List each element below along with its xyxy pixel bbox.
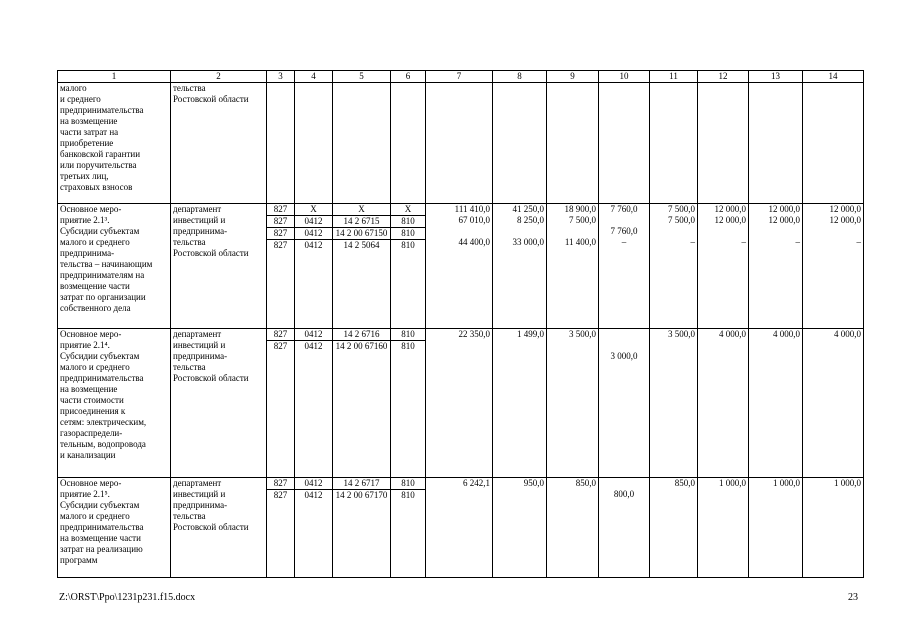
- cell-line: 1 000,0: [773, 478, 800, 488]
- cell-line: присоединения к: [60, 406, 126, 416]
- cell-line: 6 242,1: [463, 478, 490, 488]
- cell-line: тельства: [173, 237, 206, 247]
- cell-line: программ: [60, 555, 98, 565]
- column-header-4: 4: [295, 71, 333, 83]
- cell-line: 41 250,0: [512, 204, 544, 214]
- table-cell-col-13: [749, 204, 803, 329]
- cell-line: малого и среднего: [60, 237, 130, 247]
- cell-line: предпринимательства: [60, 373, 144, 383]
- budget-table: [57, 70, 864, 578]
- cell-line: инвестиций и: [173, 340, 226, 350]
- cell-line: 800,0: [613, 489, 635, 499]
- cell-line: тельства: [173, 83, 206, 93]
- cell-line: 22 350,0: [458, 329, 490, 339]
- cell-line: 7 500,0: [668, 215, 695, 225]
- table-row: [58, 83, 864, 204]
- cell-line: на возмещение: [60, 384, 118, 394]
- table-cell-col-5: [333, 204, 391, 329]
- cell-line: 4 000,0: [719, 329, 746, 339]
- cell-line: Субсидии субъектам: [60, 500, 140, 510]
- table-cell-col-3: [267, 478, 295, 578]
- cell-line: страховых взносов: [60, 182, 133, 192]
- table-cell-col-2: [171, 329, 267, 478]
- cell-line: Основное меро-: [60, 204, 122, 214]
- cell-line: 950,0: [523, 478, 544, 488]
- cell-line: [601, 215, 647, 226]
- cell-line: Основное меро-: [60, 478, 122, 488]
- cell-line: 18 900,0: [564, 204, 596, 214]
- cell-line: 827: [267, 228, 294, 240]
- column-header-11: 11: [650, 71, 698, 83]
- table-cell-col-12: [698, 478, 749, 578]
- table-cell-col-6: [391, 204, 426, 329]
- table-cell-col-14: [803, 478, 864, 578]
- cell-line: 0412: [295, 228, 332, 240]
- table-cell-col-9: [547, 83, 599, 204]
- cell-line: 12 000,0: [768, 215, 800, 225]
- table-cell-col-9: [547, 329, 599, 478]
- cell-line: части затрат на: [60, 127, 119, 137]
- cell-line: Субсидии субъектам: [60, 226, 140, 236]
- cell-line: или поручительства: [60, 160, 137, 170]
- cell-line: 8 250,0: [517, 215, 544, 225]
- column-header-13: 13: [749, 71, 803, 83]
- table-row: [58, 204, 864, 329]
- table-cell-col-4: [295, 329, 333, 478]
- table-cell-col-2: [171, 83, 267, 204]
- column-header-1: 1: [58, 71, 171, 83]
- cell-line: X: [333, 204, 390, 216]
- cell-line: 4 000,0: [834, 329, 861, 339]
- table-cell-col-1: [58, 204, 171, 329]
- cell-line: 827: [267, 216, 294, 228]
- table-cell-col-2: [171, 204, 267, 329]
- cell-line: Субсидии субъектам: [60, 351, 140, 361]
- table-cell-col-4: [295, 204, 333, 329]
- cell-line: тельства: [173, 362, 206, 372]
- cell-line: тельства: [173, 511, 206, 521]
- cell-line: 111 410,0: [454, 204, 490, 214]
- cell-line: 827: [267, 204, 294, 216]
- cell-line: 827: [273, 240, 288, 250]
- cell-line: 12 000,0: [714, 204, 746, 214]
- cell-line: 4 000,0: [773, 329, 800, 339]
- table-row: [58, 478, 864, 578]
- table-cell-col-10: [599, 204, 650, 329]
- file-path: Z:\ORST\Ppo\1231p231.f15.docx: [59, 592, 196, 603]
- cell-line: тельства – начинающим: [60, 259, 153, 269]
- cell-line: 810: [401, 240, 415, 250]
- table-cell-col-11: [650, 83, 698, 204]
- cell-line: 14 2 6715: [333, 216, 390, 228]
- cell-line: предпринима-: [173, 226, 228, 236]
- cell-line: приятие 2.1⁵.: [60, 489, 110, 499]
- cell-line: 810: [391, 216, 425, 228]
- cell-line: 810: [391, 329, 425, 341]
- cell-line: и канализации: [60, 450, 116, 460]
- cell-line: 44 400,0: [458, 237, 490, 247]
- column-header-3: 3: [267, 71, 295, 83]
- cell-line: 0412: [304, 490, 323, 500]
- cell-line: собственного дела: [60, 303, 131, 313]
- cell-line: предпринимательства: [60, 105, 144, 115]
- table-cell-col-5: [333, 478, 391, 578]
- table-cell-col-3: [267, 204, 295, 329]
- cell-line: [549, 226, 596, 237]
- cell-line: [751, 226, 800, 237]
- cell-line: 12 000,0: [714, 215, 746, 225]
- cell-line: 12 000,0: [829, 204, 861, 214]
- cell-line: 850,0: [674, 478, 695, 488]
- cell-line: 810: [401, 341, 415, 351]
- cell-line: 7 500,0: [668, 204, 695, 214]
- table-row: [58, 329, 864, 478]
- table-cell-col-1: [58, 329, 171, 478]
- column-header-14: 14: [803, 71, 864, 83]
- cell-line: [601, 340, 647, 351]
- cell-line: предпринима-: [173, 351, 228, 361]
- cell-line: на возмещение: [60, 116, 118, 126]
- cell-line: 14 2 00 67170: [335, 490, 388, 500]
- cell-line: 827: [273, 341, 288, 351]
- table-cell-col-4: [295, 83, 333, 204]
- cell-line: департамент: [173, 329, 222, 339]
- cell-line: 3 000,0: [610, 351, 638, 361]
- table-cell-col-2: [171, 478, 267, 578]
- table-cell-col-14: [803, 204, 864, 329]
- table-cell-col-10: [599, 478, 650, 578]
- cell-line: [700, 226, 746, 237]
- table-cell-col-3: [267, 83, 295, 204]
- cell-line: тельным, водопровода: [60, 439, 146, 449]
- cell-line: 3 500,0: [569, 329, 596, 339]
- cell-line: 14 2 6716: [333, 329, 390, 341]
- cell-line: части стоимости: [60, 395, 124, 405]
- cell-line: 33 000,0: [512, 237, 544, 247]
- cell-line: [601, 329, 647, 340]
- cell-line: 1 000,0: [719, 478, 746, 488]
- cell-line: сетям: электрическим,: [60, 417, 147, 427]
- cell-line: 1 499,0: [517, 329, 544, 339]
- cell-line: 1 000,0: [834, 478, 861, 488]
- cell-line: –: [741, 237, 746, 247]
- table-cell-col-7: [426, 478, 493, 578]
- table-cell-col-8: [493, 204, 547, 329]
- cell-line: малого: [60, 83, 87, 93]
- table-cell-col-12: [698, 204, 749, 329]
- cell-line: малого и среднего: [60, 362, 130, 372]
- cell-line: [805, 226, 861, 237]
- page-number: 23: [848, 592, 858, 603]
- cell-line: 827: [267, 329, 294, 341]
- column-header-5: 5: [333, 71, 391, 83]
- table-cell-col-1: [58, 478, 171, 578]
- table-cell-col-8: [493, 478, 547, 578]
- table-cell-col-9: [547, 478, 599, 578]
- table-cell-col-12: [698, 329, 749, 478]
- cell-line: 827: [267, 478, 294, 490]
- table-cell-col-1: [58, 83, 171, 204]
- cell-line: Ростовской области: [173, 373, 249, 383]
- cell-line: Ростовской области: [173, 522, 249, 532]
- cell-line: затрат по организации: [60, 292, 146, 302]
- cell-line: [428, 226, 490, 237]
- cell-line: инвестиций и: [173, 489, 226, 499]
- column-header-10: 10: [599, 71, 650, 83]
- cell-line: 850,0: [575, 478, 596, 488]
- column-header-2: 2: [171, 71, 267, 83]
- cell-line: 7 760,0: [610, 226, 638, 236]
- cell-line: газораспредели-: [60, 428, 123, 438]
- cell-line: –: [690, 237, 695, 247]
- table-cell-col-4: [295, 478, 333, 578]
- cell-line: департамент: [173, 478, 222, 488]
- column-header-8: 8: [493, 71, 547, 83]
- cell-line: 12 000,0: [768, 204, 800, 214]
- table-cell-col-10: [599, 329, 650, 478]
- cell-line: третьих лиц,: [60, 171, 109, 181]
- table-cell-col-9: [547, 204, 599, 329]
- table-cell-col-13: [749, 83, 803, 204]
- cell-line: –: [856, 237, 861, 247]
- cell-line: департамент: [173, 204, 222, 214]
- table-cell-col-7: [426, 329, 493, 478]
- cell-line: 827: [273, 490, 288, 500]
- cell-line: 810: [401, 490, 415, 500]
- cell-line: предпринимательства: [60, 522, 144, 532]
- cell-line: 0412: [295, 329, 332, 341]
- cell-line: предпринима-: [173, 500, 228, 510]
- column-header-9: 9: [547, 71, 599, 83]
- cell-line: приятие 2.1³.: [60, 215, 110, 225]
- cell-line: Ростовской области: [173, 248, 249, 258]
- cell-line: Основное меро-: [60, 329, 122, 339]
- cell-line: [601, 478, 647, 489]
- cell-line: затрат на реализацию: [60, 544, 143, 554]
- table-cell-col-5: [333, 83, 391, 204]
- cell-line: 11 400,0: [564, 237, 596, 247]
- cell-line: 14 2 00 67150: [333, 228, 390, 240]
- header-row: [58, 71, 864, 83]
- cell-line: предпринима-: [60, 248, 115, 258]
- cell-line: 12 000,0: [829, 215, 861, 225]
- cell-line: X: [391, 204, 425, 216]
- table-cell-col-13: [749, 478, 803, 578]
- cell-line: 0412: [295, 478, 332, 490]
- column-header-12: 12: [698, 71, 749, 83]
- cell-line: –: [795, 237, 800, 247]
- cell-line: –: [621, 237, 627, 247]
- cell-line: 7 760,0: [610, 204, 638, 214]
- cell-line: 0412: [304, 341, 323, 351]
- cell-line: 67 010,0: [458, 215, 490, 225]
- table-cell-col-7: [426, 83, 493, 204]
- cell-line: приятие 2.1⁴.: [60, 340, 110, 350]
- cell-line: 14 2 00 67160: [335, 341, 388, 351]
- table-cell-col-3: [267, 329, 295, 478]
- cell-line: [652, 226, 695, 237]
- cell-line: 3 500,0: [668, 329, 695, 339]
- cell-line: X: [295, 204, 332, 216]
- cell-line: 0412: [295, 216, 332, 228]
- table-cell-col-11: [650, 478, 698, 578]
- cell-line: приобретение: [60, 138, 114, 148]
- cell-line: предпринимателям на: [60, 270, 145, 280]
- cell-line: инвестиций и: [173, 215, 226, 225]
- cell-line: возмещение части: [60, 281, 130, 291]
- cell-line: банковской гарантии: [60, 149, 141, 159]
- table-cell-col-6: [391, 83, 426, 204]
- table-cell-col-8: [493, 83, 547, 204]
- cell-line: 14 2 6717: [333, 478, 390, 490]
- cell-line: на возмещение части: [60, 533, 141, 543]
- column-header-6: 6: [391, 71, 426, 83]
- cell-line: 14 2 5064: [343, 240, 380, 250]
- table-cell-col-10: [599, 83, 650, 204]
- cell-line: малого и среднего: [60, 511, 130, 521]
- column-header-7: 7: [426, 71, 493, 83]
- table-cell-col-12: [698, 83, 749, 204]
- cell-line: Ростовской области: [173, 94, 249, 104]
- table-cell-col-11: [650, 329, 698, 478]
- table-cell-col-14: [803, 329, 864, 478]
- table-cell-col-7: [426, 204, 493, 329]
- table-cell-col-8: [493, 329, 547, 478]
- table-cell-col-5: [333, 329, 391, 478]
- cell-line: и среднего: [60, 94, 101, 104]
- table-cell-col-13: [749, 329, 803, 478]
- table-cell-col-6: [391, 329, 426, 478]
- table-cell-col-6: [391, 478, 426, 578]
- table-cell-col-14: [803, 83, 864, 204]
- table-cell-col-11: [650, 204, 698, 329]
- cell-line: 7 500,0: [569, 215, 596, 225]
- cell-line: 0412: [304, 240, 323, 250]
- cell-line: 810: [391, 228, 425, 240]
- cell-line: [495, 226, 544, 237]
- cell-line: 810: [391, 478, 425, 490]
